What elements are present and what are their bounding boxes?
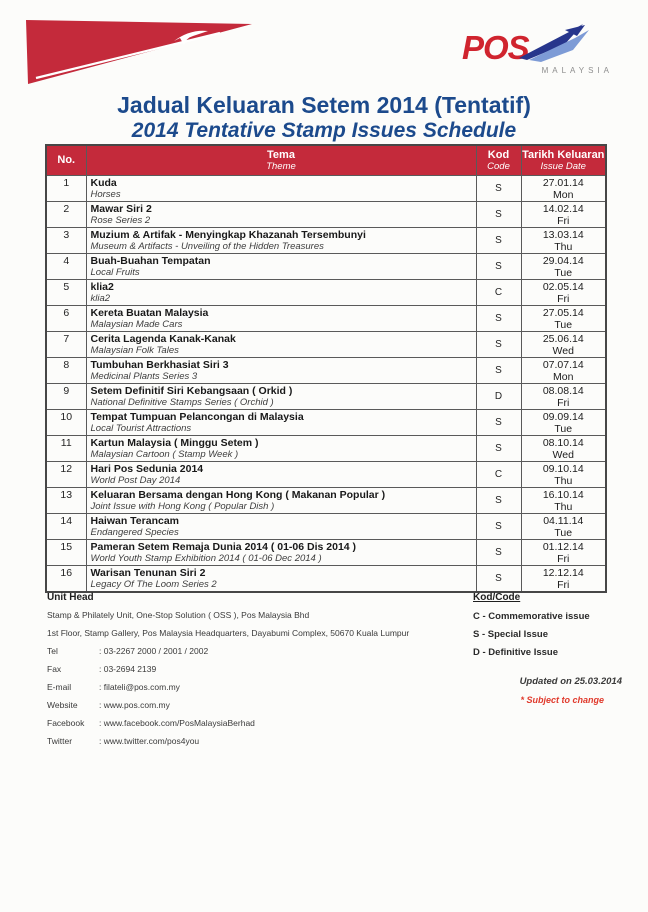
row-number: 13 <box>46 487 86 513</box>
theme-english: klia2 <box>90 292 111 304</box>
red-banner-graphic <box>24 16 256 86</box>
col-header-no: No. <box>46 145 86 175</box>
row-code: S <box>476 487 521 513</box>
theme-english: National Definitive Stamps Series ( Orchid ) <box>90 396 274 408</box>
row-theme <box>86 513 476 539</box>
row-issue-date <box>521 331 606 357</box>
issue-day-value: Mon <box>553 370 574 383</box>
row-code: C <box>476 461 521 487</box>
issue-day-value: Tue <box>554 526 573 539</box>
issue-day-value: Fri <box>557 396 570 409</box>
row-issue-date <box>521 227 606 253</box>
contact-entry-value: : 03-2694 2139 <box>99 664 157 674</box>
row-issue-date <box>521 565 606 592</box>
row-number: 9 <box>46 383 86 409</box>
issue-date-value: 09.09.14 <box>542 410 584 423</box>
issue-day-value: Tue <box>554 266 573 279</box>
theme-malay: Buah-Buahan Tempatan <box>90 254 211 267</box>
contact-entry-value: : www.facebook.com/PosMalaysiaBerhad <box>99 718 255 728</box>
table-row <box>46 435 606 461</box>
theme-english: Medicinal Plants Series 3 <box>90 370 198 382</box>
row-number: 12 <box>46 461 86 487</box>
theme-malay: Muzium & Artifak - Menyingkap Khazanah Tersembunyi <box>90 228 366 241</box>
row-number: 6 <box>46 305 86 331</box>
row-number: 16 <box>46 565 86 592</box>
table-row <box>46 487 606 513</box>
stamp-table-body <box>46 175 606 592</box>
row-number: 2 <box>46 201 86 227</box>
table-row <box>46 383 606 409</box>
row-theme <box>86 383 476 409</box>
row-number: 3 <box>46 227 86 253</box>
row-code: S <box>476 331 521 357</box>
page-title-malay: Jadual Keluaran Setem 2014 (Tentatif) <box>117 92 531 118</box>
row-theme <box>86 461 476 487</box>
row-code: S <box>476 227 521 253</box>
issue-date-value: 16.10.14 <box>542 488 584 501</box>
theme-malay: Keluaran Bersama dengan Hong Kong ( Makanan Popular ) <box>90 488 386 501</box>
row-theme <box>86 331 476 357</box>
contact-entry <box>47 682 457 692</box>
table-row <box>46 227 606 253</box>
contact-entry <box>47 736 457 746</box>
contact-entry <box>47 700 457 710</box>
row-issue-date <box>521 279 606 305</box>
contact-entry-value: : www.pos.com.my <box>99 700 170 710</box>
issue-date-value: 27.05.14 <box>542 306 584 319</box>
contact-entry-label: Twitter <box>47 736 73 746</box>
row-code: S <box>476 305 521 331</box>
issue-date-value: 02.05.14 <box>542 280 584 293</box>
table-row <box>46 331 606 357</box>
theme-english: Endangered Species <box>90 526 179 538</box>
row-issue-date <box>521 383 606 409</box>
contact-unit-line: Stamp & Philately Unit, One-Stop Solution ( OSS ), Pos Malaysia Bhd <box>47 610 310 620</box>
contact-entry <box>47 664 457 674</box>
contact-entry <box>47 646 457 656</box>
theme-malay: Kereta Buatan Malaysia <box>90 306 209 319</box>
row-theme <box>86 201 476 227</box>
theme-english: Rose Series 2 <box>90 214 151 226</box>
row-theme <box>86 565 476 592</box>
row-theme <box>86 539 476 565</box>
row-code: S <box>476 357 521 383</box>
row-theme <box>86 487 476 513</box>
table-row <box>46 565 606 592</box>
table-row <box>46 253 606 279</box>
row-number: 4 <box>46 253 86 279</box>
theme-english: Legacy Of The Loom Series 2 <box>90 578 217 590</box>
theme-english: World Youth Stamp Exhibition 2014 ( 01-06 Dec 2014 ) <box>90 552 322 564</box>
code-legend-items <box>473 611 633 658</box>
row-code: S <box>476 539 521 565</box>
row-theme <box>86 175 476 201</box>
row-theme <box>86 253 476 279</box>
theme-malay: Hari Pos Sedunia 2014 <box>90 462 204 475</box>
contact-block <box>47 592 457 754</box>
theme-english: Malaysian Folk Tales <box>90 344 179 356</box>
col-header-code: Kod Code <box>476 145 521 175</box>
table-row <box>46 175 606 201</box>
col-header-theme: Tema Theme <box>86 145 476 175</box>
row-code: S <box>476 513 521 539</box>
table-row <box>46 279 606 305</box>
issue-date-value: 25.06.14 <box>542 332 584 345</box>
code-legend <box>473 592 633 665</box>
code-legend-item: S - Special Issue <box>473 629 548 640</box>
issue-date-value: 14.02.14 <box>542 202 584 215</box>
issue-day-value: Wed <box>552 344 574 357</box>
code-legend-item: D - Definitive Issue <box>473 647 558 658</box>
logo-wordmark: POS <box>462 29 529 66</box>
contact-entries <box>47 646 457 746</box>
updated-note: Updated on 25.03.2014 <box>519 676 622 687</box>
issue-day-value: Mon <box>553 188 574 201</box>
row-number: 1 <box>46 175 86 201</box>
row-theme <box>86 435 476 461</box>
pos-logo-arrow-icon <box>519 22 591 62</box>
subject-to-change-note: * Subject to change <box>520 695 604 705</box>
row-number: 5 <box>46 279 86 305</box>
table-header <box>46 145 606 175</box>
contact-entry-label: Website <box>47 700 78 710</box>
row-number: 8 <box>46 357 86 383</box>
table-row <box>46 357 606 383</box>
issue-date-value: 04.11.14 <box>543 514 584 527</box>
issue-day-value: Thu <box>554 240 573 253</box>
issue-date-value: 13.03.14 <box>542 228 584 241</box>
contact-entry-label: Facebook <box>47 718 85 728</box>
theme-english: Horses <box>90 188 121 200</box>
table-row <box>46 513 606 539</box>
code-legend-item: C - Commemorative issue <box>473 611 590 622</box>
theme-malay: Haiwan Terancam <box>90 514 180 527</box>
theme-english: Malaysian Cartoon ( Stamp Week ) <box>90 448 239 460</box>
issue-day-value: Thu <box>554 474 573 487</box>
issue-day-value: Fri <box>557 292 570 305</box>
row-number: 14 <box>46 513 86 539</box>
issue-date-value: 12.12.14 <box>542 566 584 579</box>
pos-malaysia-logo <box>462 22 627 80</box>
issue-day-value: Fri <box>557 214 570 227</box>
red-banner <box>24 16 256 86</box>
contact-address-line: 1st Floor, Stamp Gallery, Pos Malaysia Headquarters, Dayabumi Complex, 50670 Kuala Lumpur <box>47 628 410 638</box>
row-issue-date <box>521 201 606 227</box>
row-theme <box>86 305 476 331</box>
theme-english: Malaysian Made Cars <box>90 318 183 330</box>
theme-malay: Kuda <box>90 176 117 189</box>
row-issue-date <box>521 539 606 565</box>
row-issue-date <box>521 357 606 383</box>
contact-entry-label: E-mail <box>47 682 72 692</box>
contact-entry-label: Fax <box>47 664 62 674</box>
row-code: S <box>476 201 521 227</box>
issue-date-value: 27.01.14 <box>542 176 584 189</box>
row-issue-date <box>521 409 606 435</box>
row-issue-date <box>521 253 606 279</box>
row-code: S <box>476 435 521 461</box>
issue-date-value: 29.04.14 <box>542 254 584 267</box>
theme-english: Joint Issue with Hong Kong ( Popular Dish ) <box>90 500 275 512</box>
row-theme <box>86 279 476 305</box>
theme-malay: Mawar Siri 2 <box>90 202 152 215</box>
theme-english: Local Fruits <box>90 266 140 278</box>
stamp-schedule-table <box>45 144 605 593</box>
row-code: S <box>476 565 521 592</box>
theme-malay: Pameran Setem Remaja Dunia 2014 ( 01-06 Dis 2014 ) <box>90 540 357 553</box>
code-legend-heading: Kod/Code <box>473 592 521 603</box>
contact-entry-label: Tel <box>47 646 58 656</box>
issue-date-value: 01.12.14 <box>542 540 584 553</box>
row-number: 11 <box>46 435 86 461</box>
theme-malay: Cerita Lagenda Kanak-Kanak <box>90 332 236 345</box>
row-number: 15 <box>46 539 86 565</box>
theme-malay: Tumbuhan Berkhasiat Siri 3 <box>90 358 229 371</box>
logo-subtext: MALAYSIA <box>541 66 613 75</box>
row-theme <box>86 409 476 435</box>
theme-malay: Setem Definitif Siri Kebangsaan ( Orkid ) <box>90 384 293 397</box>
row-code: D <box>476 383 521 409</box>
table-row <box>46 539 606 565</box>
contact-entry-value: : www.twitter.com/pos4you <box>99 736 200 746</box>
issue-day-value: Fri <box>557 552 570 565</box>
row-issue-date <box>521 435 606 461</box>
theme-english: World Post Day 2014 <box>90 474 181 486</box>
issue-day-value: Fri <box>557 578 570 591</box>
table-row <box>46 201 606 227</box>
contact-entry <box>47 718 457 728</box>
row-theme <box>86 357 476 383</box>
row-code: S <box>476 409 521 435</box>
row-issue-date <box>521 487 606 513</box>
issue-day-value: Wed <box>552 448 574 461</box>
row-issue-date <box>521 305 606 331</box>
table-row <box>46 305 606 331</box>
theme-malay: klia2 <box>90 280 114 293</box>
issue-day-value: Thu <box>554 500 573 513</box>
page-title-english: 2014 Tentative Stamp Issues Schedule <box>131 119 517 142</box>
issue-date-value: 09.10.14 <box>542 462 584 475</box>
row-issue-date <box>521 175 606 201</box>
theme-english: Museum & Artifacts - Unveiling of the Hidden Treasures <box>90 240 324 252</box>
issue-date-value: 08.10.14 <box>542 436 584 449</box>
row-number: 7 <box>46 331 86 357</box>
issue-date-value: 08.08.14 <box>542 384 584 397</box>
row-issue-date <box>521 461 606 487</box>
theme-malay: Warisan Tenunan Siri 2 <box>90 566 206 579</box>
col-header-issue-date: Tarikh Keluaran Issue Date <box>521 145 606 175</box>
contact-entry-value: : filateli@pos.com.my <box>99 682 180 692</box>
contact-entry-value: : 03-2267 2000 / 2001 / 2002 <box>99 646 209 656</box>
row-theme <box>86 227 476 253</box>
row-number: 10 <box>46 409 86 435</box>
table-row <box>46 461 606 487</box>
issue-day-value: Tue <box>554 422 573 435</box>
row-issue-date <box>521 513 606 539</box>
row-code: S <box>476 253 521 279</box>
theme-malay: Kartun Malaysia ( Minggu Setem ) <box>90 436 259 449</box>
issue-date-value: 07.07.14 <box>542 358 584 371</box>
contact-heading: Unit Head <box>47 592 94 603</box>
row-code: C <box>476 279 521 305</box>
theme-english: Local Tourist Attractions <box>90 422 192 434</box>
table-row <box>46 409 606 435</box>
row-code: S <box>476 175 521 201</box>
issue-day-value: Tue <box>554 318 573 331</box>
theme-malay: Tempat Tumpuan Pelancongan di Malaysia <box>90 410 304 423</box>
